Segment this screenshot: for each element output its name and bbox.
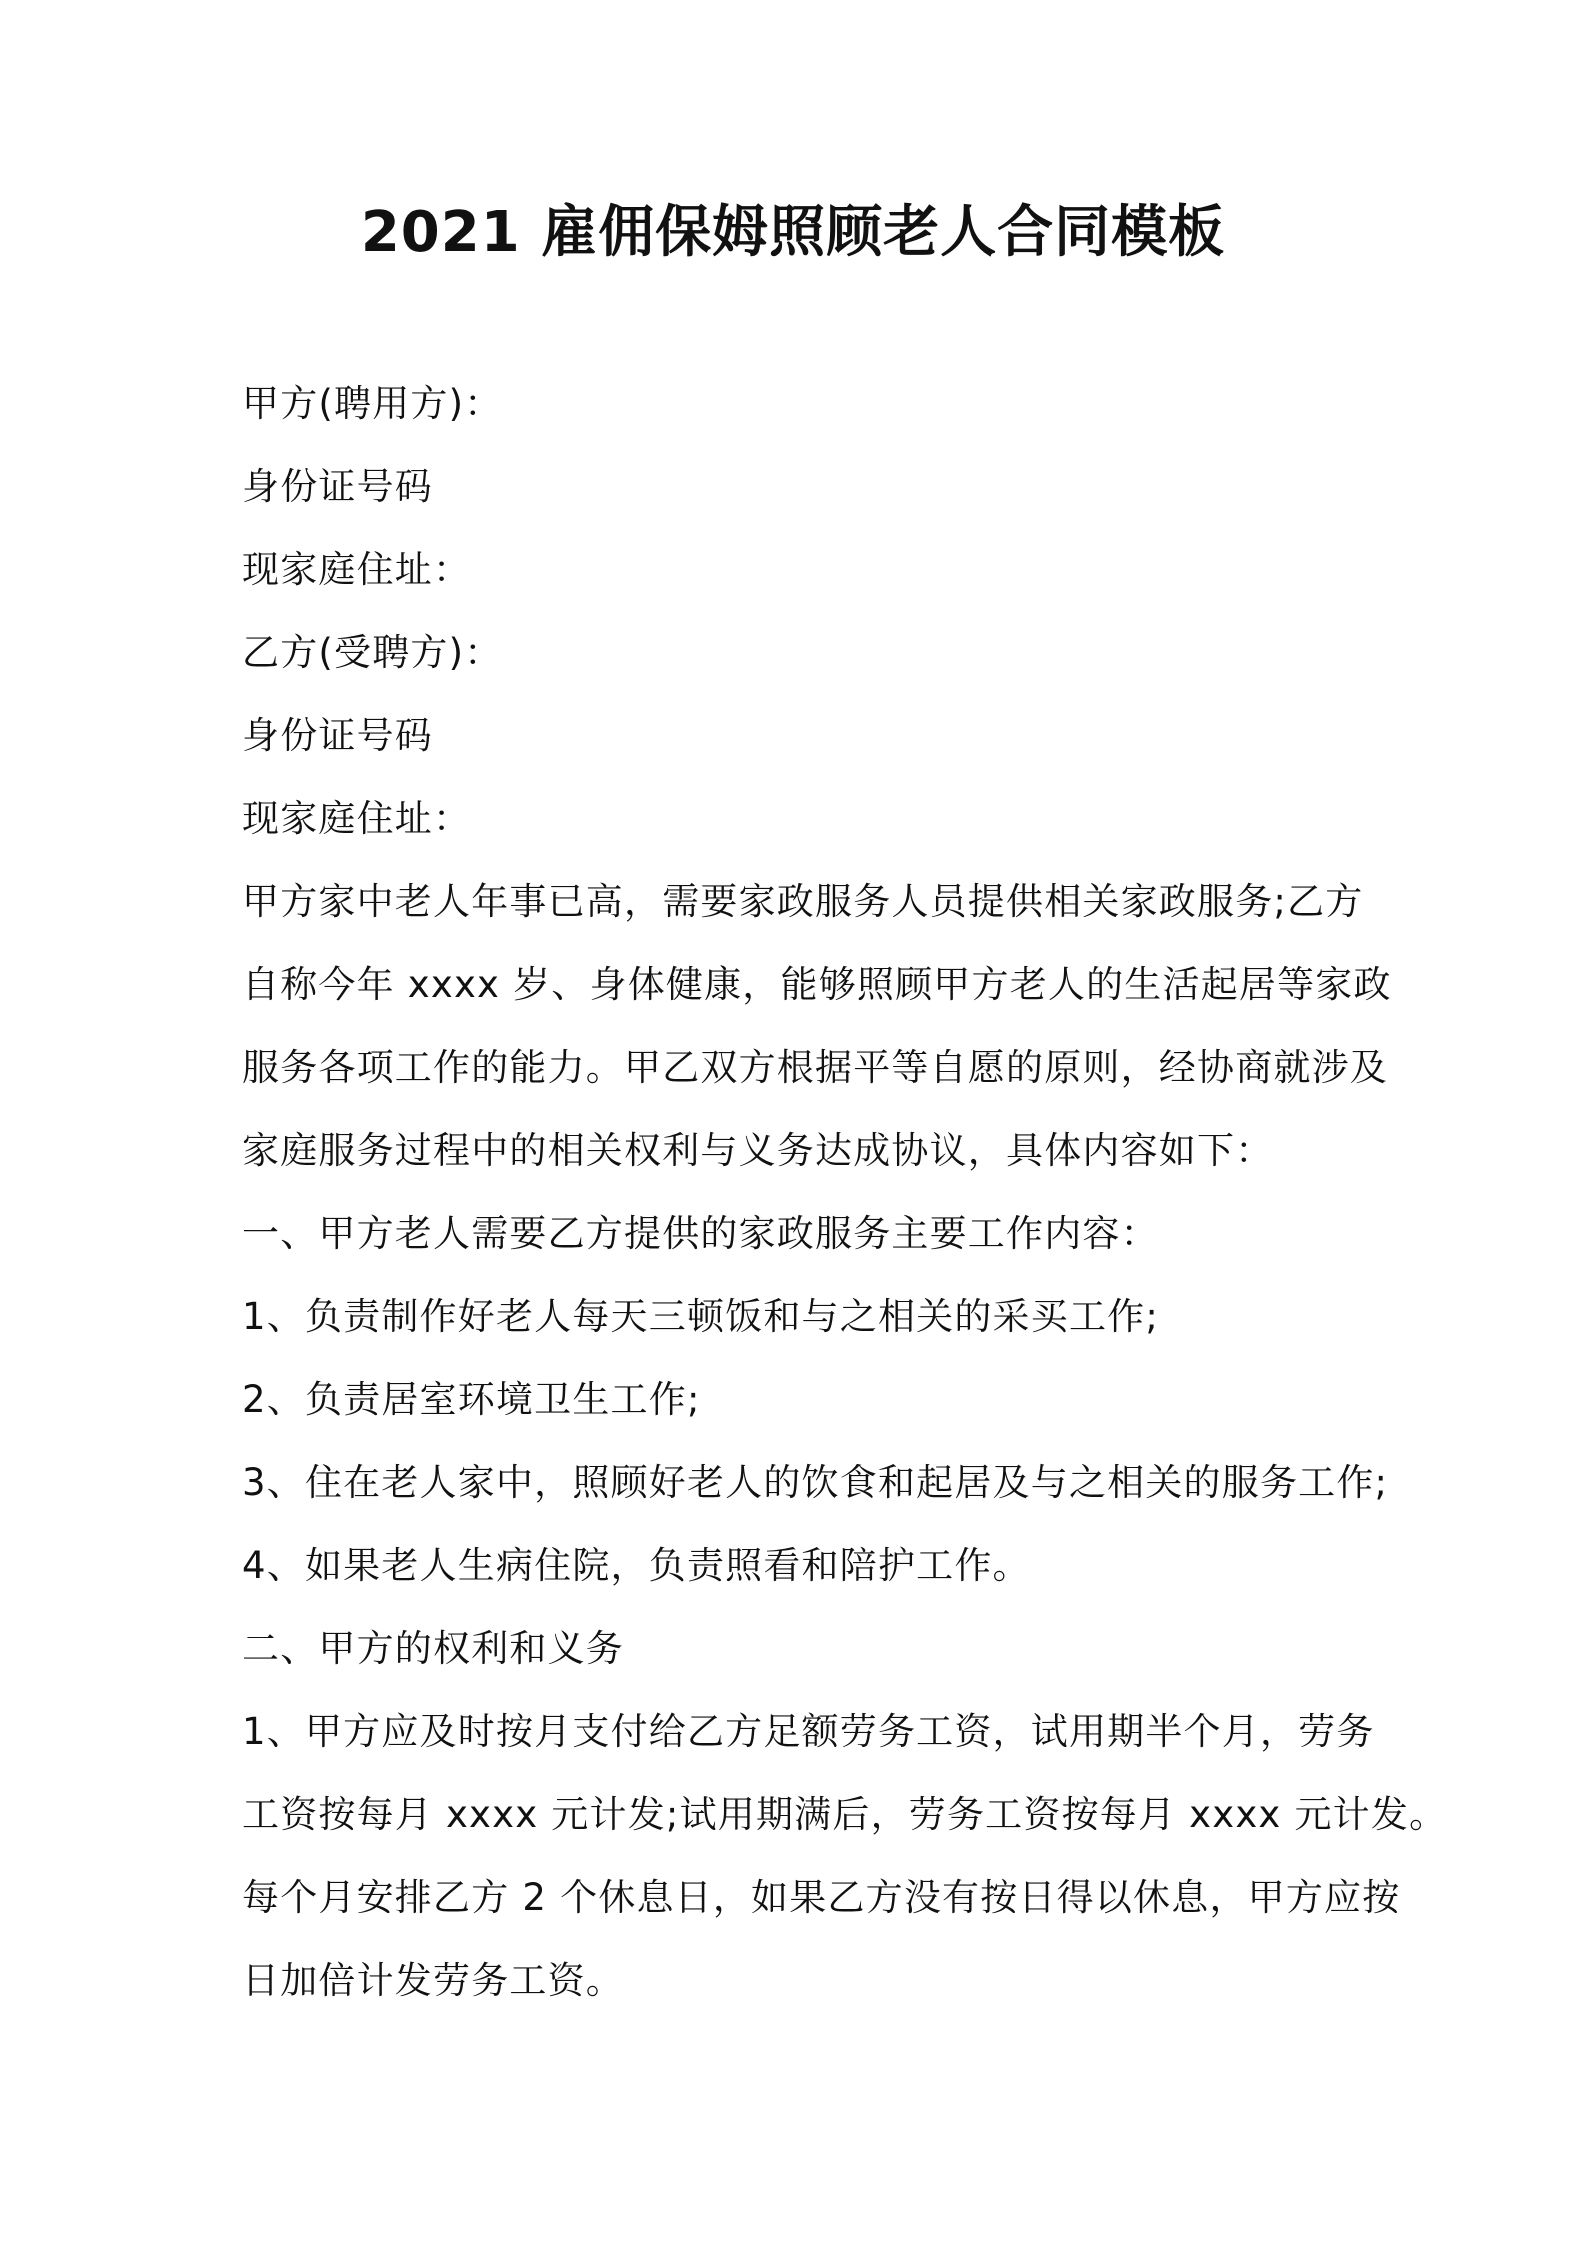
party-a-address-label: 现家庭住址：	[242, 548, 472, 591]
party-a-id-label: 身份证号码	[242, 465, 433, 508]
section-one-item: 3、住在老人家中，照顾好老人的饮食和起居及与之相关的服务工作;	[242, 1461, 1389, 1504]
section-two-heading: 二、甲方的权利和义务	[242, 1627, 624, 1670]
document-title: 2021 雇佣保姆照顾老人合同模板	[360, 200, 1226, 265]
party-b-address-label: 现家庭住址：	[242, 797, 472, 840]
section-one-item: 1、负责制作好老人每天三顿饭和与之相关的采买工作;	[242, 1295, 1160, 1338]
section-two-paragraph-line: 日加倍计发劳务工资。	[242, 1959, 624, 2002]
section-one-item: 4、如果老人生病住院，负责照看和陪护工作。	[242, 1544, 1031, 1587]
intro-paragraph-line: 服务各项工作的能力。甲乙双方根据平等自愿的原则，经协商就涉及	[242, 1046, 1388, 1089]
intro-paragraph-line: 甲方家中老人年事已高，需要家政服务人员提供相关家政服务;乙方	[242, 880, 1364, 923]
party-b-label: 乙方(受聘方)：	[242, 631, 503, 674]
party-a-label: 甲方(聘用方)：	[242, 382, 503, 425]
section-one-heading: 一、甲方老人需要乙方提供的家政服务主要工作内容：	[242, 1212, 1159, 1255]
intro-paragraph-line: 自称今年 xxxx 岁、身体健康，能够照顾甲方老人的生活起居等家政	[242, 963, 1392, 1006]
section-one-item: 2、负责居室环境卫生工作;	[242, 1378, 701, 1421]
intro-paragraph-line: 家庭服务过程中的相关权利与义务达成协议，具体内容如下：	[242, 1129, 1274, 1172]
party-b-id-label: 身份证号码	[242, 714, 433, 757]
section-two-paragraph-line: 工资按每月 xxxx 元计发;试用期满后，劳务工资按每月 xxxx 元计发。	[242, 1793, 1448, 1836]
section-two-paragraph-line: 每个月安排乙方 2 个休息日，如果乙方没有按日得以休息，甲方应按	[242, 1876, 1401, 1919]
section-two-paragraph-line: 1、甲方应及时按月支付给乙方足额劳务工资，试用期半个月，劳务	[242, 1710, 1375, 1753]
